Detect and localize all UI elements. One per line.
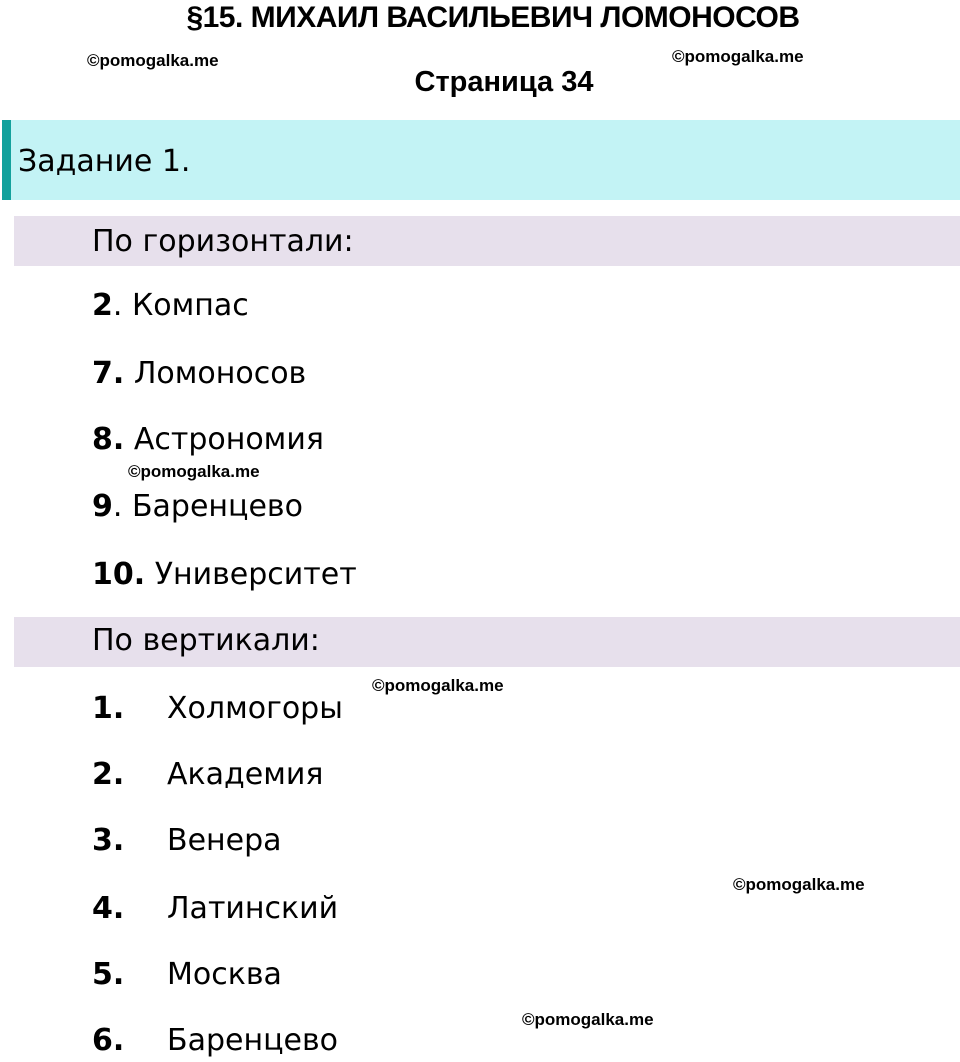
answer-number: 2	[92, 288, 113, 323]
answer-number: 7.	[92, 356, 125, 391]
horizontal-answer	[92, 354, 306, 394]
vertical-answer-text: Холмогоры	[167, 691, 343, 726]
watermark-top-right: ©pomogalka.me	[672, 47, 804, 66]
vertical-answer-text: Баренцево	[167, 1023, 338, 1058]
vertical-answer-text: Латинский	[167, 891, 339, 926]
vertical-answer-text: Венера	[167, 823, 282, 858]
answer-number: 8.	[92, 422, 125, 457]
vertical-answer-number: 4.	[92, 891, 125, 926]
watermark-middle: ©pomogalka.me	[372, 676, 504, 695]
answer-text: Баренцево	[131, 489, 303, 524]
answer-number: 9	[92, 489, 113, 524]
answer-separator: .	[112, 288, 132, 323]
vertical-heading: По вертикали:	[92, 623, 320, 658]
vertical-answer-text: Москва	[167, 957, 282, 992]
watermark-middle-left: ©pomogalka.me	[128, 462, 260, 481]
horizontal-answer	[92, 286, 249, 326]
answer-text: Ломоносов	[133, 356, 307, 391]
task-label: Задание 1.	[18, 144, 191, 179]
vertical-answer-text: Академия	[167, 757, 324, 792]
answer-separator: .	[112, 489, 132, 524]
answer-number: 10.	[92, 557, 146, 592]
page-title: §15. МИХАИЛ ВАСИЛЬЕВИЧ ЛОМОНОСОВ	[186, 1, 800, 34]
horizontal-answer	[92, 487, 303, 527]
watermark-lower-right: ©pomogalka.me	[733, 875, 865, 894]
watermark-top-left: ©pomogalka.me	[87, 51, 219, 70]
vertical-answer-number: 1.	[92, 691, 125, 726]
vertical-answer-number: 3.	[92, 823, 125, 858]
horizontal-answer	[92, 555, 357, 595]
vertical-answer-number: 6.	[92, 1023, 125, 1058]
watermark-bottom: ©pomogalka.me	[522, 1010, 654, 1029]
answer-text: Астрономия	[133, 422, 324, 457]
answer-separator	[124, 422, 134, 457]
vertical-answer-number: 2.	[92, 757, 125, 792]
answer-text: Компас	[131, 288, 249, 323]
page-number: Страница 34	[414, 66, 594, 98]
horizontal-heading: По горизонтали:	[92, 224, 354, 259]
vertical-answer-number: 5.	[92, 957, 125, 992]
answer-separator	[145, 557, 155, 592]
answer-text: Университет	[154, 557, 357, 592]
answer-separator	[124, 356, 134, 391]
horizontal-answer	[92, 420, 324, 460]
